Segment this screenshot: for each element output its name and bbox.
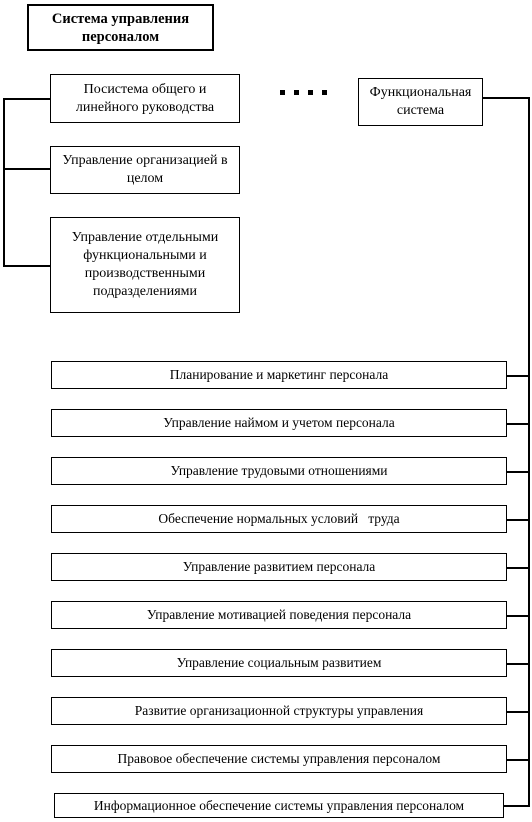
function-box xyxy=(51,601,507,629)
function-label: Планирование и маркетинг персонала xyxy=(169,367,389,382)
function-label: Информационное обеспечение системы управления персоналом xyxy=(93,797,465,813)
node-divisions-management-label: Управление отдельными функциональными и производственными подразделениями xyxy=(71,230,219,299)
function-label: Обеспечение нормальных условий труда xyxy=(158,511,400,526)
function-label: Управление наймом и учетом персонала xyxy=(163,415,395,430)
node-functional-system-label: Функциональная система xyxy=(369,85,472,118)
dot xyxy=(322,90,327,95)
function-connector xyxy=(507,567,530,569)
function-box xyxy=(54,793,504,818)
function-label: Управление мотивацией поведения персонала xyxy=(146,607,412,622)
function-connector xyxy=(504,805,530,807)
function-box xyxy=(51,553,507,581)
root-node xyxy=(27,4,214,51)
function-connector xyxy=(507,471,530,473)
function-box xyxy=(51,457,507,485)
function-box xyxy=(51,649,507,677)
node-organization-management-label: Управление организацией в целом xyxy=(62,153,228,186)
function-box xyxy=(51,505,507,533)
function-label: Управление трудовыми отношениями xyxy=(170,463,388,478)
function-box xyxy=(51,697,507,725)
function-label: Управление социальным развитием xyxy=(176,655,382,670)
left-tick-2 xyxy=(3,168,50,170)
function-connector xyxy=(507,759,530,761)
dot xyxy=(308,90,313,95)
node-general-management-label: Посистема общего и линейного руководства xyxy=(75,81,215,115)
function-connector xyxy=(507,519,530,521)
node-functional-system xyxy=(358,78,483,126)
dot xyxy=(280,90,285,95)
function-box xyxy=(51,361,507,389)
right-spine xyxy=(528,97,530,806)
function-connector xyxy=(507,375,530,377)
function-connector xyxy=(507,663,530,665)
node-divisions-management xyxy=(50,217,240,313)
left-tick-1 xyxy=(3,98,50,100)
ellipsis-dots xyxy=(280,90,327,95)
node-organization-management xyxy=(50,146,240,194)
left-tick-3 xyxy=(3,265,50,267)
function-label: Развитие организационной структуры управления xyxy=(134,703,424,718)
function-label: Правовое обеспечение системы управления персоналом xyxy=(117,751,441,766)
function-connector xyxy=(507,615,530,617)
node-general-management xyxy=(50,74,240,123)
left-spine xyxy=(3,98,5,267)
function-label: Управление развитием персонала xyxy=(182,559,376,574)
dot xyxy=(294,90,299,95)
function-connector xyxy=(507,423,530,425)
function-box xyxy=(51,745,507,773)
root-label: Система управления персоналом xyxy=(51,10,190,45)
function-box xyxy=(51,409,507,437)
right-spine-top xyxy=(483,97,529,99)
function-connector xyxy=(507,711,530,713)
